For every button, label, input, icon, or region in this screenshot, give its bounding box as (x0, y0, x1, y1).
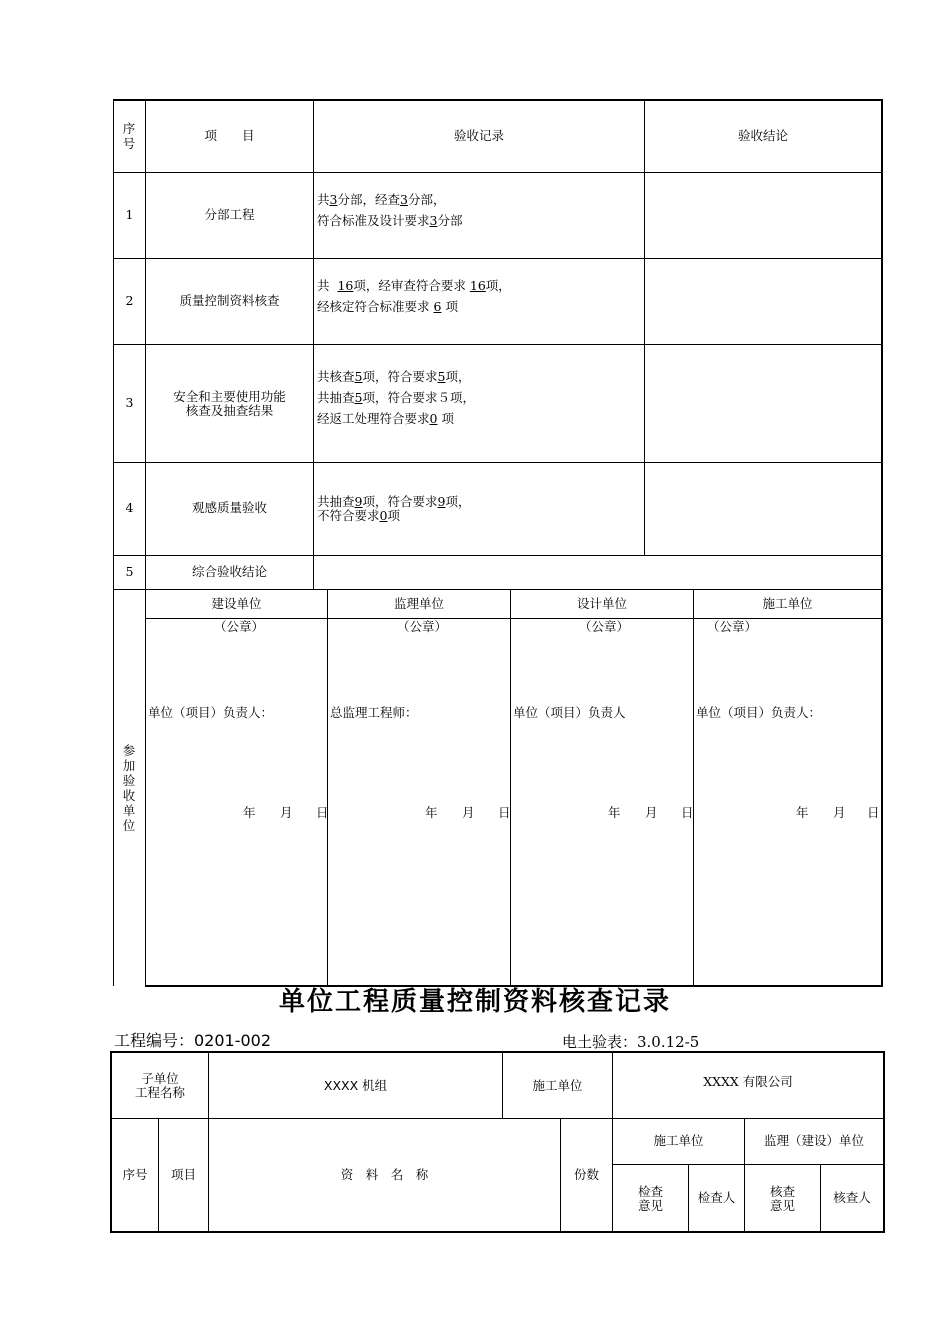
contractor-label: 施工单位 (532, 1078, 583, 1093)
date-day: 日 (316, 805, 329, 820)
date-day: 日 (498, 805, 511, 820)
date-month: 月 (833, 805, 846, 820)
unit-seal: （公章） (397, 619, 448, 634)
unit-seal: （公章） (214, 619, 265, 634)
page-title: 单位工程质量控制资料核查记录 (278, 987, 671, 1017)
row-record-line: 共核查5项，符合要求5项， (317, 369, 471, 384)
row-record-line: 不符合要求0项 (317, 508, 400, 523)
unit-name: 施工单位 (762, 596, 813, 611)
header-item: 项 目 (204, 128, 255, 143)
form-number: 电土验表：3.0.12-5 (562, 1033, 700, 1051)
date-day: 日 (867, 805, 880, 820)
date-year: 年 (243, 805, 256, 820)
col-seq: 序号 (122, 1167, 148, 1182)
row-record-line: 共抽查5项，符合要求５项， (317, 390, 475, 405)
sub-unit-label-line1: 子单位 (141, 1071, 179, 1086)
row-item: 观感质量验收 (191, 500, 267, 515)
row-record-line: 经返工处理符合要求0 项 (317, 411, 454, 426)
header-conclusion: 验收结论 (737, 128, 788, 143)
row-number: 4 (125, 500, 134, 515)
header-record: 验收记录 (453, 128, 504, 143)
row-number: 1 (125, 207, 134, 222)
date-month: 月 (645, 805, 658, 820)
sub-unit-value: XXXX 机组 (323, 1078, 388, 1093)
date-year: 年 (608, 805, 621, 820)
checker: 检查人 (697, 1190, 736, 1205)
project-number: 工程编号：0201-002 (114, 1031, 272, 1050)
unit-person: 总监理工程师： (330, 705, 418, 720)
unit-person: 单位（项目）负责人： (696, 705, 822, 720)
unit-seal: （公章） (707, 619, 758, 634)
date-year: 年 (796, 805, 809, 820)
col-contractor: 施工单位 (653, 1133, 704, 1148)
row-number: 3 (125, 395, 134, 410)
row-record-line: 共3分部，经查3分部， (317, 192, 446, 207)
header-seq: 序号 (122, 121, 136, 151)
row-item-line1: 安全和主要使用功能 (173, 389, 286, 404)
unit-person: 单位（项目）负责人 (513, 705, 626, 720)
unit-name: 设计单位 (576, 596, 627, 611)
unit-seal: （公章） (579, 619, 630, 634)
col-copies: 份数 (573, 1167, 599, 1182)
verify-opinion-line2: 意见 (769, 1198, 795, 1213)
row-record-line: 共 16项，经审查符合要求 16项， (317, 278, 511, 293)
row-number: 2 (125, 293, 134, 308)
col-material-name: 资 料 名 称 (340, 1167, 429, 1182)
date-year: 年 (425, 805, 438, 820)
row-number: 5 (125, 564, 134, 579)
sub-unit-label-line2: 工程名称 (134, 1085, 185, 1100)
unit-name: 建设单位 (211, 596, 262, 611)
verifier: 核查人 (833, 1190, 871, 1205)
unit-person: 单位（项目）负责人： (148, 705, 274, 720)
row-record-line: 经核定符合标准要求 6 项 (317, 299, 458, 314)
check-opinion-line1: 检查 (637, 1184, 663, 1199)
verify-opinion-line1: 核查 (769, 1184, 795, 1199)
contractor-value: XXXX 有限公司 (703, 1074, 793, 1089)
row-item: 质量控制资料核查 (179, 293, 280, 308)
col-item: 项目 (170, 1167, 196, 1182)
row-item: 综合验收结论 (191, 564, 267, 579)
check-opinion-line2: 意见 (637, 1198, 663, 1213)
date-month: 月 (462, 805, 475, 820)
date-day: 日 (681, 805, 694, 820)
col-supervisor: 监理（建设）单位 (763, 1133, 864, 1148)
row-record-line: 共抽查9项，符合要求9项， (317, 494, 471, 509)
row-item: 分部工程 (204, 207, 255, 222)
row-record-line: 符合标准及设计要求3分部 (317, 213, 463, 228)
unit-name: 监理单位 (393, 596, 444, 611)
date-month: 月 (280, 805, 293, 820)
row-item-line2: 核查及抽查结果 (185, 403, 274, 418)
participants-label: 参加验收单位 (122, 743, 136, 833)
